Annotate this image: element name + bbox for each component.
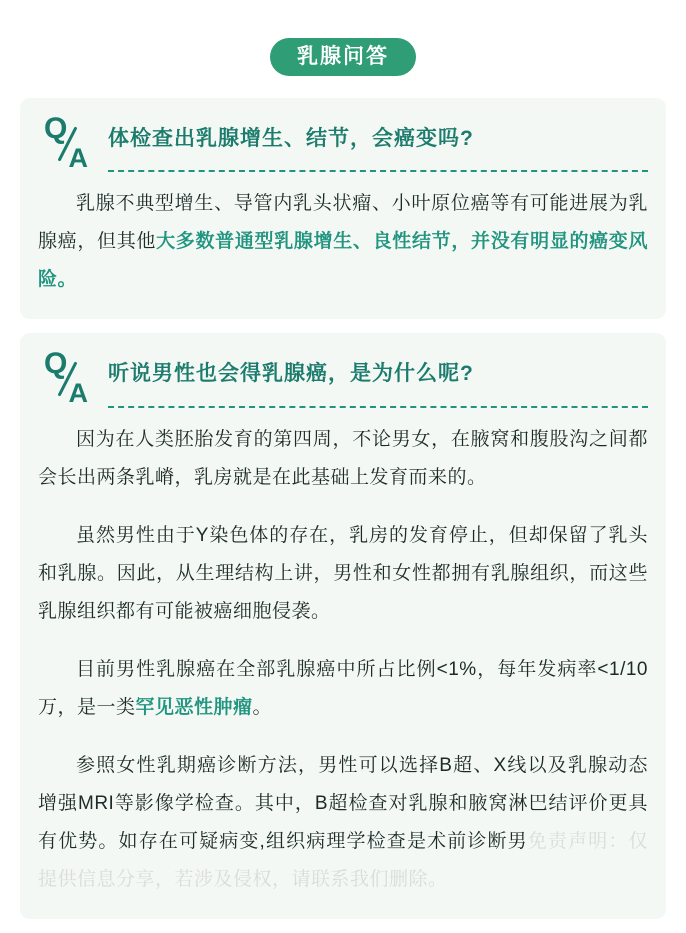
answer-body	[34, 408, 652, 905]
answer-body	[34, 172, 652, 305]
qa-icon-q-letter: Q	[44, 112, 68, 146]
question-title-box	[108, 116, 648, 172]
text-segment: 目前男性乳腺癌在全部乳腺癌中所占比例<1%，每年发病率<1/10万，是一类	[38, 658, 648, 718]
text-segment: 虽然男性由于Y染色体的存在，乳房的发育停止，但却保留了乳头和乳腺。因此，从生理结构上讲，男性和女性都拥有乳腺组织，而这些乳腺组织都有可能被癌细胞侵袭。	[38, 524, 648, 622]
text-segment: 因为在人类胚胎发育的第四周，不论男女，在腋窝和腹股沟之间都会长出两条乳嵴，乳房就是在此基础上发育而来的。	[38, 428, 648, 488]
section-badge: 乳腺问答	[270, 38, 416, 76]
qa-card	[20, 98, 666, 319]
qa-icon	[44, 112, 90, 174]
text-segment: 。	[252, 696, 273, 718]
qa-card	[20, 333, 666, 918]
answer-paragraph	[38, 747, 648, 899]
qa-icon-a-letter: A	[68, 143, 88, 174]
text-segment: 乳腺不典型增生、导管内乳头状瘤、小叶原位癌等有可能进展为乳腺癌，但其他	[38, 193, 648, 253]
answer-paragraph	[38, 517, 648, 631]
question-header	[34, 349, 652, 407]
qa-card-list	[0, 98, 686, 919]
answer-paragraph	[38, 185, 648, 299]
question-title-box	[108, 351, 648, 407]
qa-icon-q-letter: Q	[44, 347, 68, 381]
text-segment: 参照女性乳期癌诊断方法，男性可以选择B超、X线以及乳腺动态增强MRI等影像学检查。其中，B超检查对乳腺和腋窝淋巴结评价更具有优势。如存在可疑病变,组织病理学检查是术前诊断男	[38, 754, 648, 852]
highlight-segment: 大多数普通型乳腺增生、良性结节，并没有明显的癌变风险。	[38, 231, 648, 291]
question-header	[34, 114, 652, 172]
qa-icon	[44, 347, 90, 409]
article-page	[0, 38, 686, 919]
question-title: 体检查出乳腺增生、结节，会癌变吗?	[108, 127, 474, 151]
qa-icon-a-letter: A	[68, 378, 88, 409]
disclaimer-watermark: 免责声明：仅提供信息分享，若涉及侵权，请联系我们删除。	[38, 830, 648, 890]
answer-paragraph	[38, 651, 648, 727]
answer-paragraph	[38, 421, 648, 497]
question-title: 听说男性也会得乳腺癌，是为什么呢?	[108, 362, 474, 386]
highlight-segment: 罕见恶性肿瘤	[135, 696, 253, 718]
